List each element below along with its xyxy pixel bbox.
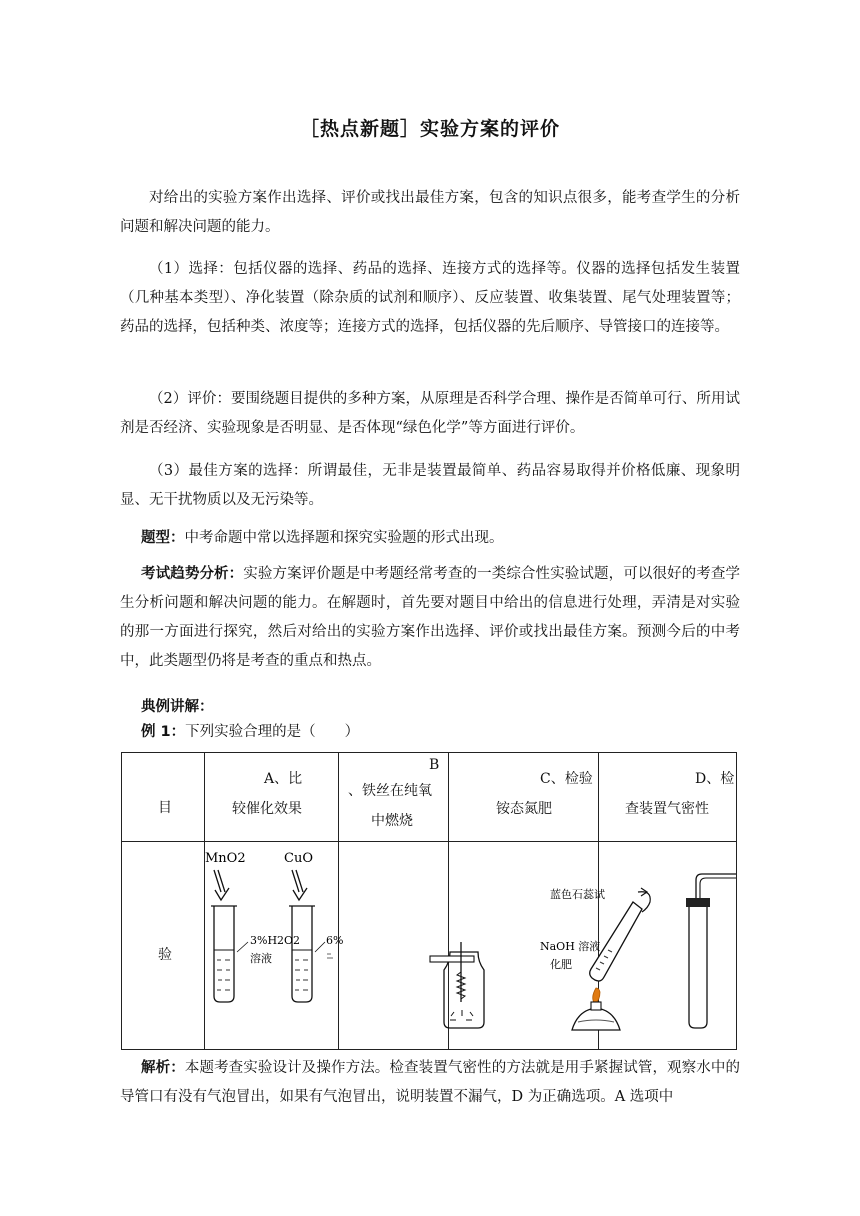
airtightness-figure xyxy=(686,874,736,1046)
iron-combustion-figure xyxy=(430,942,484,1028)
option-b-line-3: 中燃烧 xyxy=(371,813,413,829)
point-1-paragraph: （1）选择：包括仪器的选择、药品的选择、连接方式的选择等。仪器的选择包括发生装置（几种基本类型）、净化装置（除杂质的试剂和顺序）、反应装置、收集装置、尾气处理装置等；药品的选择，包括种类、浓度等；连接方式的选择，包括仪器的先后顺序、导管接口的连接等。 xyxy=(120,261,740,335)
litmus-label: 蓝色石蕊试 xyxy=(550,888,605,901)
analysis-paragraph xyxy=(120,1054,740,1112)
apparatus-figure xyxy=(122,842,736,1050)
option-b-line-2: 、铁丝在纯氧 xyxy=(348,783,432,799)
intro-paragraph: 对给出的实验方案作出选择、评价或找出最佳方案，包含的知识点很多，能考查学生的分析问题和解决问题的能力。 xyxy=(120,190,740,235)
catalyst-comparison-figure xyxy=(205,851,343,1002)
point-3-paragraph: （3）最佳方案的选择：所谓最佳，无非是装置最简单、药品容易取得并价格低廉、现象明显、无干扰物质以及无污染等。 xyxy=(120,463,740,508)
option-a-line-1: A、比 xyxy=(264,771,303,787)
example-header: 典例讲解： xyxy=(141,699,214,715)
question-type-paragraph xyxy=(120,524,740,553)
h2o2-label: 3%H2O2 xyxy=(250,934,301,947)
trend-text: 实验方案评价题是中考题经常考查的一类综合性实验试题，可以很好的考查学生分析问题和解决问题的能力。在解题时，首先要对题目中给出的信息进行处理，弄清是对实验的那一方面进行探究，然后对给出的实验方案作出选择、评价或找出最佳方案。预测今后的中考中，此类题型仍将是考查的重点和热点。 xyxy=(120,566,741,669)
test-tube-icon xyxy=(689,902,707,1028)
trend-paragraph xyxy=(120,560,740,676)
arrow-icon xyxy=(292,870,307,900)
delivery-tube-icon xyxy=(696,874,736,994)
example-1-question xyxy=(120,718,740,747)
trend-label: 考试趋势分析： xyxy=(141,566,244,582)
question-type-label: 题型： xyxy=(141,530,185,546)
example-1-text: 下列实验合理的是（ ） xyxy=(185,724,360,740)
option-a-line-2: 较催化效果 xyxy=(232,801,302,817)
test-tube-icon xyxy=(292,906,312,1002)
ammonium-test-figure xyxy=(540,887,650,1030)
option-d-line-2: 查装置气密性 xyxy=(625,801,709,817)
cuo-label: CuO xyxy=(284,851,313,866)
solution-label: 溶液 xyxy=(250,952,272,965)
naoh-label: NaOH 溶液 xyxy=(540,940,601,953)
option-d-line-1: D、检 xyxy=(695,771,735,787)
example-table xyxy=(121,752,737,1050)
alcohol-lamp-icon xyxy=(572,1008,620,1030)
option-b-line-1: B xyxy=(429,757,440,773)
row-2-label: 验 xyxy=(158,947,172,963)
stopper-icon xyxy=(686,898,710,907)
point-2-paragraph: （2）评价：要围绕题目提供的多种方案，从原理是否科学合理、操作是否简单可行、所用试剂是否经济、实验现象是否明显、是否体现“绿色化学”等方面进行评价。 xyxy=(120,391,740,436)
analysis-label: 解析： xyxy=(141,1060,185,1076)
row-1-label: 目 xyxy=(158,800,172,816)
question-type-text: 中考命题中常以选择题和探究实验题的形式出现。 xyxy=(184,530,504,546)
option-c-line-2: 铵态氮肥 xyxy=(496,801,552,817)
test-tube-icon xyxy=(214,906,234,1002)
mno2-label: MnO2 xyxy=(205,851,246,866)
fertilizer-label: 化肥 xyxy=(550,958,572,971)
arrow-icon xyxy=(214,870,229,900)
iron-wire-icon xyxy=(457,972,465,999)
example-1-label: 例 1： xyxy=(141,724,186,740)
analysis-text: 本题考查实验设计及操作方法。检查装置气密性的方法就是用手紧握试管，观察水中的导管口有没有气泡冒出，如果有气泡冒出，说明装置不漏气，D 为正确选项。A 选项中 xyxy=(120,1060,741,1105)
page-title: ［热点新题］实验方案的评价 xyxy=(299,118,560,140)
h2o2-6-label: 6% xyxy=(326,934,344,947)
glass-plate-icon xyxy=(430,956,474,962)
option-c-line-1: C、检验 xyxy=(540,771,593,787)
